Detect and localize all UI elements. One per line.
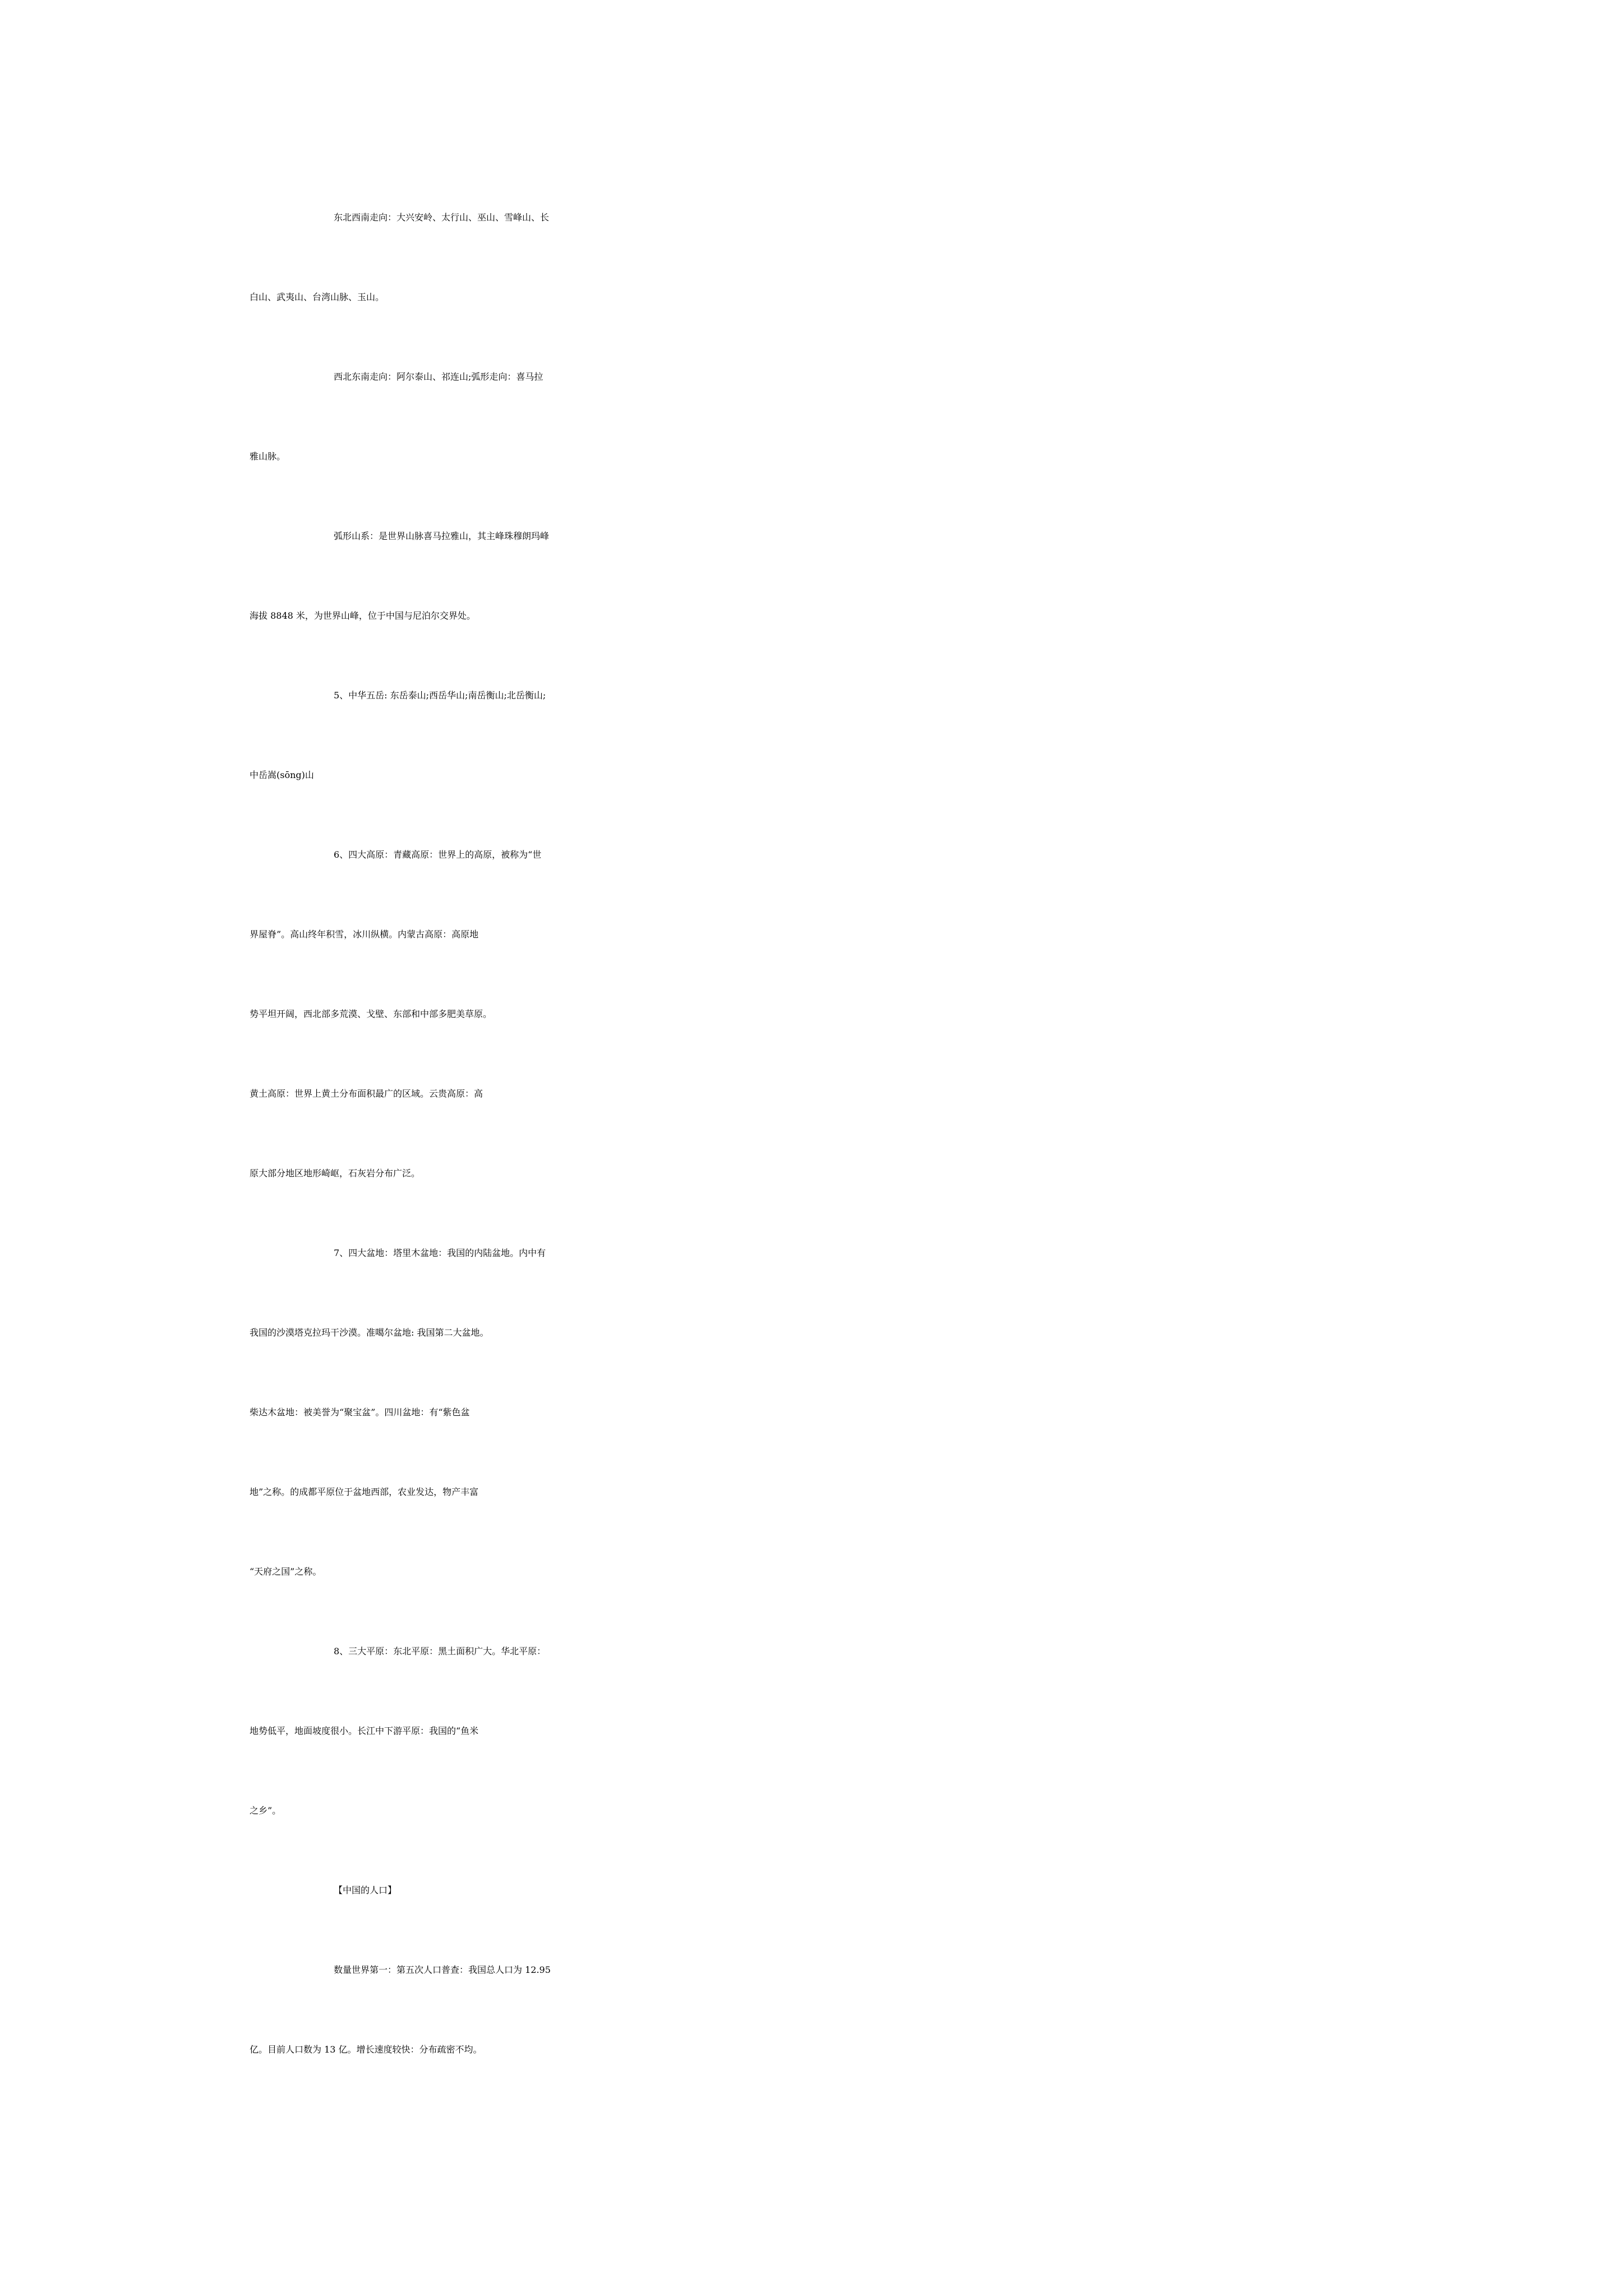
document-body bbox=[250, 210, 1377, 2122]
text-line: 7、四大盆地：塔里木盆地：我国的内陆盆地。内中有 bbox=[334, 1248, 546, 1258]
section-heading: 【中国的人口】 bbox=[334, 1885, 397, 1895]
text-line: 我国的沙漠塔克拉玛干沙漠。准噶尔盆地: 我国第二大盆地。 bbox=[250, 1327, 489, 1338]
text-line: 黄土高原：世界上黄土分布面积最广的区域。云贵高原：高 bbox=[250, 1088, 483, 1099]
text-line: 8、三大平原：东北平原：黑土面积广大。华北平原： bbox=[334, 1646, 546, 1657]
text-line: 数量世界第一：第五次人口普查：我国总人口为 12.95 bbox=[334, 1964, 551, 1975]
text-line: 亿。目前人口数为 13 亿。增长速度较快：分布疏密不均。 bbox=[250, 2044, 482, 2055]
text-line: 之乡”。 bbox=[250, 1805, 282, 1816]
text-line: 东北西南走向：大兴安岭、太行山、巫山、雪峰山、长 bbox=[334, 212, 550, 223]
text-line: 地势低平，地面坡度很小。长江中下游平原：我国的“鱼米 bbox=[250, 1726, 479, 1736]
text-line: 白山、武夷山、台湾山脉、玉山。 bbox=[250, 292, 385, 302]
text-line: 势平坦开阔，西北部多荒漠、戈壁、东部和中部多肥美草原。 bbox=[250, 1009, 492, 1019]
text-line: 原大部分地区地形崎岖，石灰岩分布广泛。 bbox=[250, 1168, 421, 1179]
text-line: 弧形山系：是世界山脉喜马拉雅山，其主峰珠穆朗玛峰 bbox=[334, 531, 550, 541]
text-line: 6、四大高原：青藏高原：世界上的高原，被称为“世 bbox=[334, 849, 542, 860]
text-line: 中岳嵩(sōng)山 bbox=[250, 770, 314, 780]
text-line: 5、中华五岳: 东岳泰山;西岳华山;南岳衡山;北岳衡山; bbox=[334, 690, 546, 701]
text-line: 柴达木盆地：被美誉为“聚宝盆”。四川盆地：有“紫色盆 bbox=[250, 1407, 470, 1418]
text-line: 地”之称。的成都平原位于盆地西部，农业发达，物产丰富 bbox=[250, 1487, 479, 1497]
text-line: “天府之国”之称。 bbox=[250, 1566, 322, 1577]
text-line: 海拔 8848 米，为世界山峰，位于中国与尼泊尔交界处。 bbox=[250, 610, 476, 621]
text-line: 西北东南走向：阿尔泰山、祁连山;弧形走向：喜马拉 bbox=[334, 371, 543, 382]
text-line: 雅山脉。 bbox=[250, 451, 286, 462]
text-line: 界屋脊”。高山终年积雪，冰川纵横。内蒙古高原：高原地 bbox=[250, 929, 479, 940]
